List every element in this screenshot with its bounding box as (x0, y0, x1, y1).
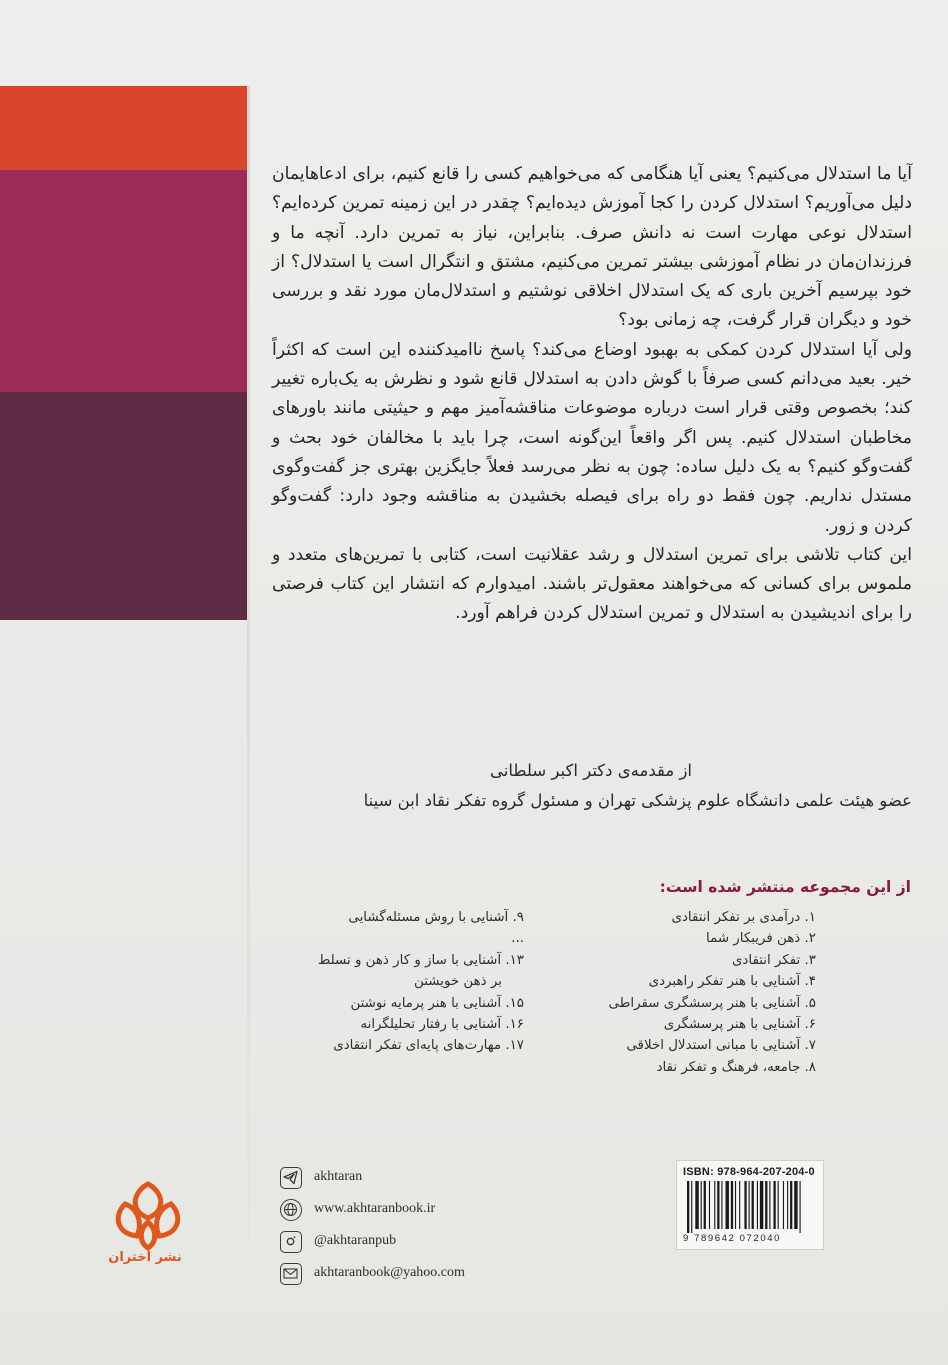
contact-email[interactable] (280, 1263, 570, 1289)
barcode (687, 1181, 815, 1233)
barcode-digits: 9 789642 072040 (683, 1233, 781, 1244)
series-item: ۱۵. آشنایی با هنر پرمایه نوشتن (350, 995, 524, 1011)
color-band-purple (0, 392, 247, 620)
series-item: ۱۳. آشنایی با ساز و کار ذهن و تسلط (317, 952, 524, 968)
contact-website[interactable] (280, 1199, 570, 1225)
telegram-icon (280, 1167, 302, 1189)
spine-edge (247, 86, 250, 1246)
series-item: ۴. آشنایی با هنر تفکر راهبردی (648, 974, 816, 990)
series-item: ۲. ذهن فریبکار شما (706, 931, 816, 947)
blurb-paragraph-3: این کتاب تلاشی برای تمرین استدلال و رشد عقلانیت است، کتابی با تمرین‌های متعدد و ملموس برای کسانی که می‌خواهند معقول‌تر باشند. امیدوارم که انتشار این کتاب فرصتی را برای اندیشیدن به استدلال و تمرین استدلال کردن فراهم آورد. (272, 544, 912, 624)
barcode-bar (794, 1181, 797, 1229)
barcode-bar (765, 1181, 767, 1229)
contact-instagram[interactable] (280, 1231, 570, 1257)
barcode-bar (778, 1181, 779, 1229)
series-item: بر ذهن خویشتن (414, 974, 502, 990)
barcode-bar (717, 1181, 719, 1229)
series-item: ۶. آشنایی با هنر پرسشگری (663, 1017, 816, 1033)
barcode-bar (704, 1181, 706, 1229)
publisher-contacts (280, 1167, 570, 1295)
barcode-bar (790, 1181, 792, 1229)
barcode-bar (752, 1181, 754, 1229)
color-band-orange (0, 86, 247, 170)
series-item: ۷. آشنایی با مبانی استدلال اخلاقی (626, 1038, 816, 1054)
barcode-bar (701, 1181, 702, 1229)
barcode-bar (735, 1181, 736, 1229)
barcode-bar (731, 1181, 733, 1229)
contact-email-text: akhtaranbook@yahoo.com (314, 1265, 465, 1280)
attribution-affiliation: عضو هیئت علمی دانشگاه علوم پزشکی تهران و مسئول گروه تفکر نقاد ابن سینا (363, 791, 912, 810)
series-item: ۱۶. آشنایی با رفتار تحلیلگرانه (360, 1017, 524, 1033)
barcode-bar (739, 1181, 740, 1229)
barcode-bar (800, 1181, 801, 1233)
barcode-bar (760, 1181, 763, 1229)
blurb-text (272, 160, 912, 629)
globe-icon (280, 1199, 302, 1221)
contact-telegram[interactable] (280, 1167, 570, 1193)
contact-instagram-text: @akhtaranpub (314, 1233, 397, 1248)
barcode-bar (691, 1181, 692, 1233)
email-icon (280, 1263, 302, 1285)
series-item: ... (511, 931, 524, 947)
series-list-left (317, 907, 524, 1057)
barcode-bar (773, 1181, 775, 1229)
series-item: ۵. آشنایی با هنر پرسشگری سقراطی (608, 995, 816, 1011)
isbn-label: ISBN: 978-964-207-204-0 (683, 1166, 815, 1178)
series-item: ۸. جامعه، فرهنگ و تفکر نقاد (656, 1059, 816, 1075)
series-item: ۱۷. مهارت‌های پایه‌ای تفکر انتقادی (333, 1038, 524, 1054)
series-list-title: از این مجموعه منتشر شده است: (659, 878, 911, 896)
barcode-bar (687, 1181, 689, 1233)
publisher-name: نشر اختران (108, 1250, 182, 1265)
attribution-source: از مقدمه‌ی دکتر اکبر سلطانی (490, 761, 692, 780)
color-band-magenta (0, 170, 247, 392)
barcode-bar (769, 1181, 770, 1229)
isbn-barcode-box (676, 1160, 824, 1250)
instagram-icon (280, 1231, 302, 1253)
barcode-bar (783, 1181, 784, 1229)
publisher-logo (103, 1170, 193, 1260)
barcode-bar (749, 1181, 750, 1229)
series-item: ۱. درآمدی بر تفکر انتقادی (671, 910, 816, 925)
series-item: ۹. آشنایی با روش مسئله‌گشایی (348, 910, 524, 925)
contact-website-text: www.akhtaranbook.ir (314, 1201, 436, 1216)
barcode-bar (787, 1181, 788, 1229)
barcode-bar (726, 1181, 729, 1229)
barcode-bar (709, 1181, 710, 1229)
barcode-bar (695, 1181, 698, 1229)
barcode-bar (757, 1181, 758, 1229)
contact-telegram-text: akhtaran (314, 1169, 363, 1184)
barcode-bar (714, 1181, 715, 1229)
blurb-paragraph-2: ولی آیا استدلال کردن کمکی به بهبود اوضاع می‌کند؟ پاسخ ناامیدکننده این است که اکثراً خیر. بعید می‌دانم کسی صرفاً با گوش دادن به استدلال قانع شود و نظرش به یک‌باره تغییر کند؛ بخصوص وقتی قرار است درباره موضوعات مناقشه‌آمیز مهم و حیثیتی مانند باورهای مخاطبان استدلال کنیم. پس اگر واقعاً این‌گونه است، چرا باید با مخالفان خود بحث و گفت‌وگو کنیم؟ به یک دلیل ساده: چون به نظر می‌رسد فعلاً جایگزین بهتری جز گفت‌وگوی مستدل نداریم. چون فقط دو راه برای فیصله بخشیدن به مناقشه وجود دارد: گفت‌وگو کردن و زور. (272, 339, 912, 536)
barcode-bar (721, 1181, 722, 1229)
blurb-paragraph-1: آیا ما استدلال می‌کنیم؟ یعنی آیا هنگامی که می‌خواهیم کسی را قانع کنیم، برای ادعاهایمان دلیل می‌آوریم؟ استدلال کردن را کجا آموزش دیده‌ایم؟ چقدر در این زمینه تمرین کرده‌ایم؟ استدلال نوعی مهارت است نه دانش صرف. بنابراین، نیاز به تمرین دارد. آنچه ما و فرزندان‌مان در نظام آموزشی بیشتر تمرین می‌کنیم، مشتق و انتگرال است یا استدلال؟ از خود بپرسیم آخرین باری که یک استدلال اخلاقی نوشتیم و استدلال‌مان مورد نقد و بررسی خود و دیگران قرار گرفت، چه زمانی بود؟ (272, 164, 912, 331)
blurb-attribution (272, 756, 912, 816)
series-item: ۳. تفکر انتقادی (731, 952, 816, 968)
series-list-right (556, 907, 816, 1078)
barcode-bar (744, 1181, 746, 1229)
